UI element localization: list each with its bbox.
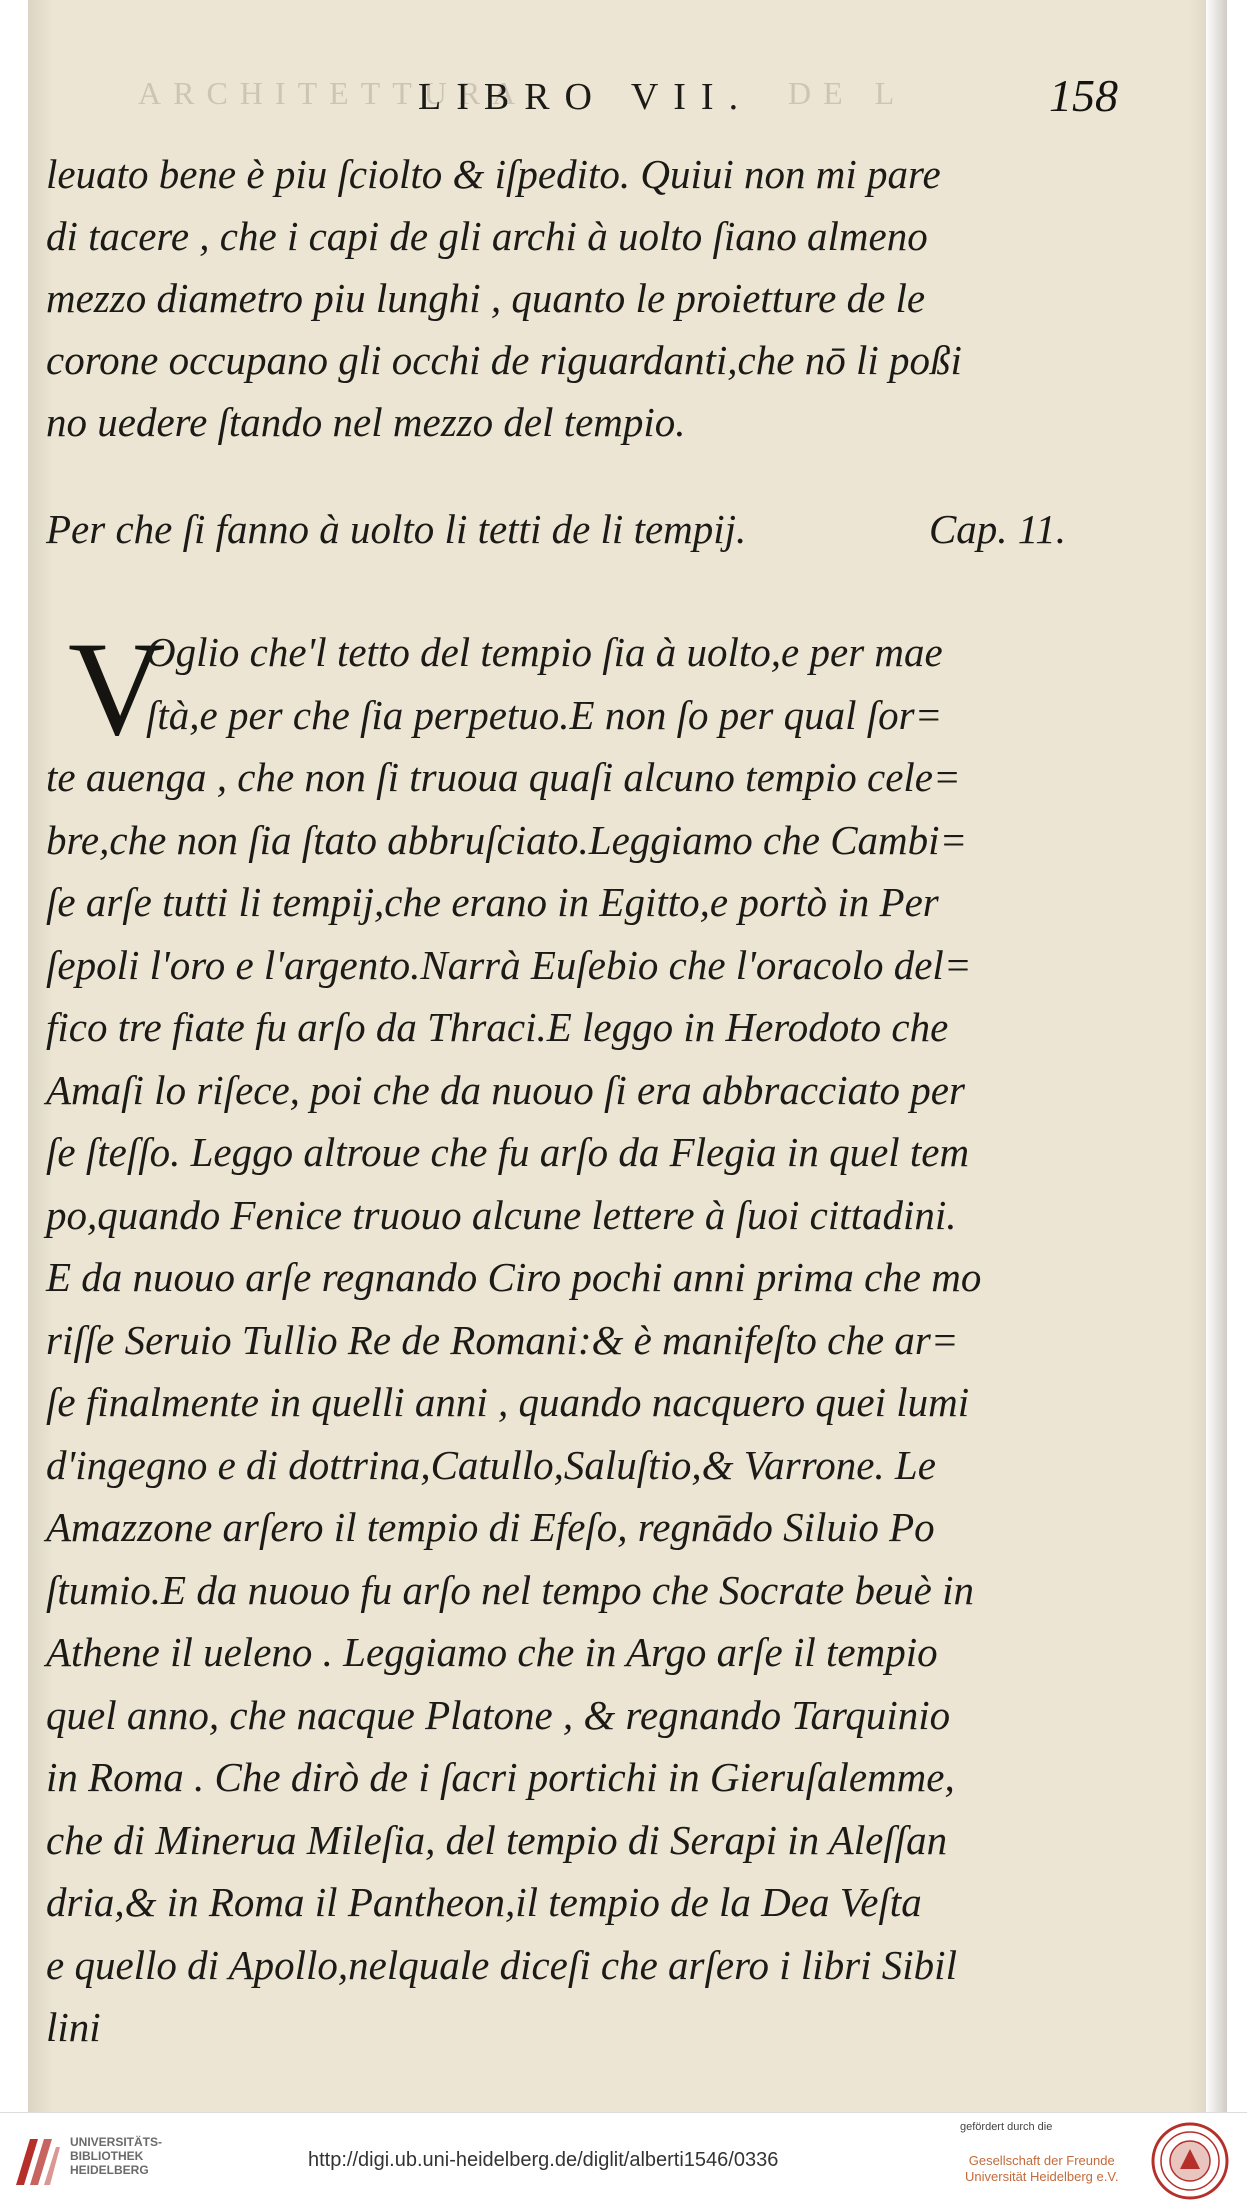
text-line: ſtumio.E da nuouo fu arſo nel tempo che Socrate beuè in [46,1566,975,1613]
text-line: po,quando Fenice truouo alcune lettere à ſuoi cittadini. [46,1191,957,1238]
text-line: riſſe Seruio Tullio Re de Romani:& è manifeſto che ar= [46,1316,959,1363]
text-line: bre,che non ſia ſtato abbruſciato.Leggiamo che Cambi= [46,816,968,863]
ghost-show-through-left: ARCHITETTURA [138,75,528,111]
text-line: te auenga , che non ſi truoua quaſi alcuno tempio cele= [46,754,961,800]
chapter-number: Cap. 11. [928,506,1066,552]
chapter-heading [46,505,1066,565]
text-line: e quello di Apollo,nelquale diceſi che arſero i libri Sibil [46,1941,957,1988]
running-head-title: LIBRO VII. [418,76,754,118]
text-line: in Roma . Che dirò de i ſacri portichi in Gieruſalemme, [46,1754,955,1800]
text-line: Amazzone arſero il tempio di Efeſo, regnādo Siluio Po [46,1504,935,1550]
page-gutter-shadow [1205,0,1227,2112]
text-line: E da nuouo arſe regnando Ciro pochi anni prima che mo [46,1254,982,1300]
text-line: Amaſi lo riſece, poi che da nuouo ſi era abbracciato per [46,1066,965,1113]
society-name [965,2153,1118,2185]
text-line: ſepoli l'oro e l'argento.Narrà Euſebio che l'oracolo del= [46,941,972,988]
text-line: ſe ſteſſo. Leggo altroue che fu arſo da Flegia in quel tem [46,1129,970,1175]
text-line: mezzo diametro piu lunghi , quanto le proietture de le [46,275,926,321]
viewer-footer [0,2112,1247,2207]
society-line-2: Universität Heidelberg e.V. [965,2169,1119,2184]
text-line: ſe finalmente in quelli anni , quando nacquero quei lumi [46,1379,970,1425]
text-line: lini [46,2004,101,2050]
funded-by-label: gefördert durch die [960,2121,1053,2133]
text-line: ſtà,e per che ſia perpetuo.E non ſo per qual ſor= [146,691,943,738]
library-logo-icon [12,2131,62,2189]
text-line: no uedere ſtando nel mezzo del tempio. [46,399,686,445]
text-line: ſe arſe tutti li tempij,che erano in Egitto,e portò in Per [46,879,939,925]
institution-line-3: HEIDELBERG [70,2163,149,2177]
text-line: d'ingegno e di dottrina,Catullo,Saluſtio,& Varrone. Le [46,1441,936,1488]
book-page [28,0,1206,2112]
institution-line-1: UNIVERSITÄTS- [70,2135,163,2149]
text-line: leuato bene è piu ſciolto & iſpedito. Quiui non mi pare [46,151,941,197]
text-line: corone occupano gli occhi de riguardanti,che nō li poßi [46,337,962,383]
text-line: quel anno, che nacque Platone , & regnando Tarquinio [46,1691,951,1738]
institution-line-2: BIBLIOTHEK [70,2149,144,2163]
ghost-show-through-right: DE L [788,75,907,111]
chapter-heading-text: Per che ſi fanno à uolto li tetti de li tempij. [46,506,747,552]
text-line: che di Minerua Mileſia, del tempio di Serapi in Aleſſan [46,1816,948,1863]
page-number: 158 [1049,70,1118,121]
institution-name [70,2135,162,2177]
society-line-1: Gesellschaft der Freunde [968,2153,1115,2168]
running-header [138,70,1118,135]
drop-cap-initial: V [68,615,166,764]
text-line: di tacere , che i capi de gli archi à uolto ſiano almeno [46,213,928,259]
permalink-url[interactable]: http://digi.ub.uni-heidelberg.de/diglit/alberti1546/0336 [308,2149,779,2171]
university-seal-icon [1150,2121,1230,2201]
text-line: Athene il ueleno . Leggiamo che in Argo arſe il tempio [46,1629,938,1675]
text-line: fico tre fiate fu arſo da Thraci.E leggo in Herodoto che [46,1004,949,1050]
text-line: dria,& in Roma il Pantheon,il tempio de la Dea Veſta [46,1879,922,1925]
text-line: Oglio che'l tetto del tempio ſia à uolto,e per mae [146,629,943,675]
